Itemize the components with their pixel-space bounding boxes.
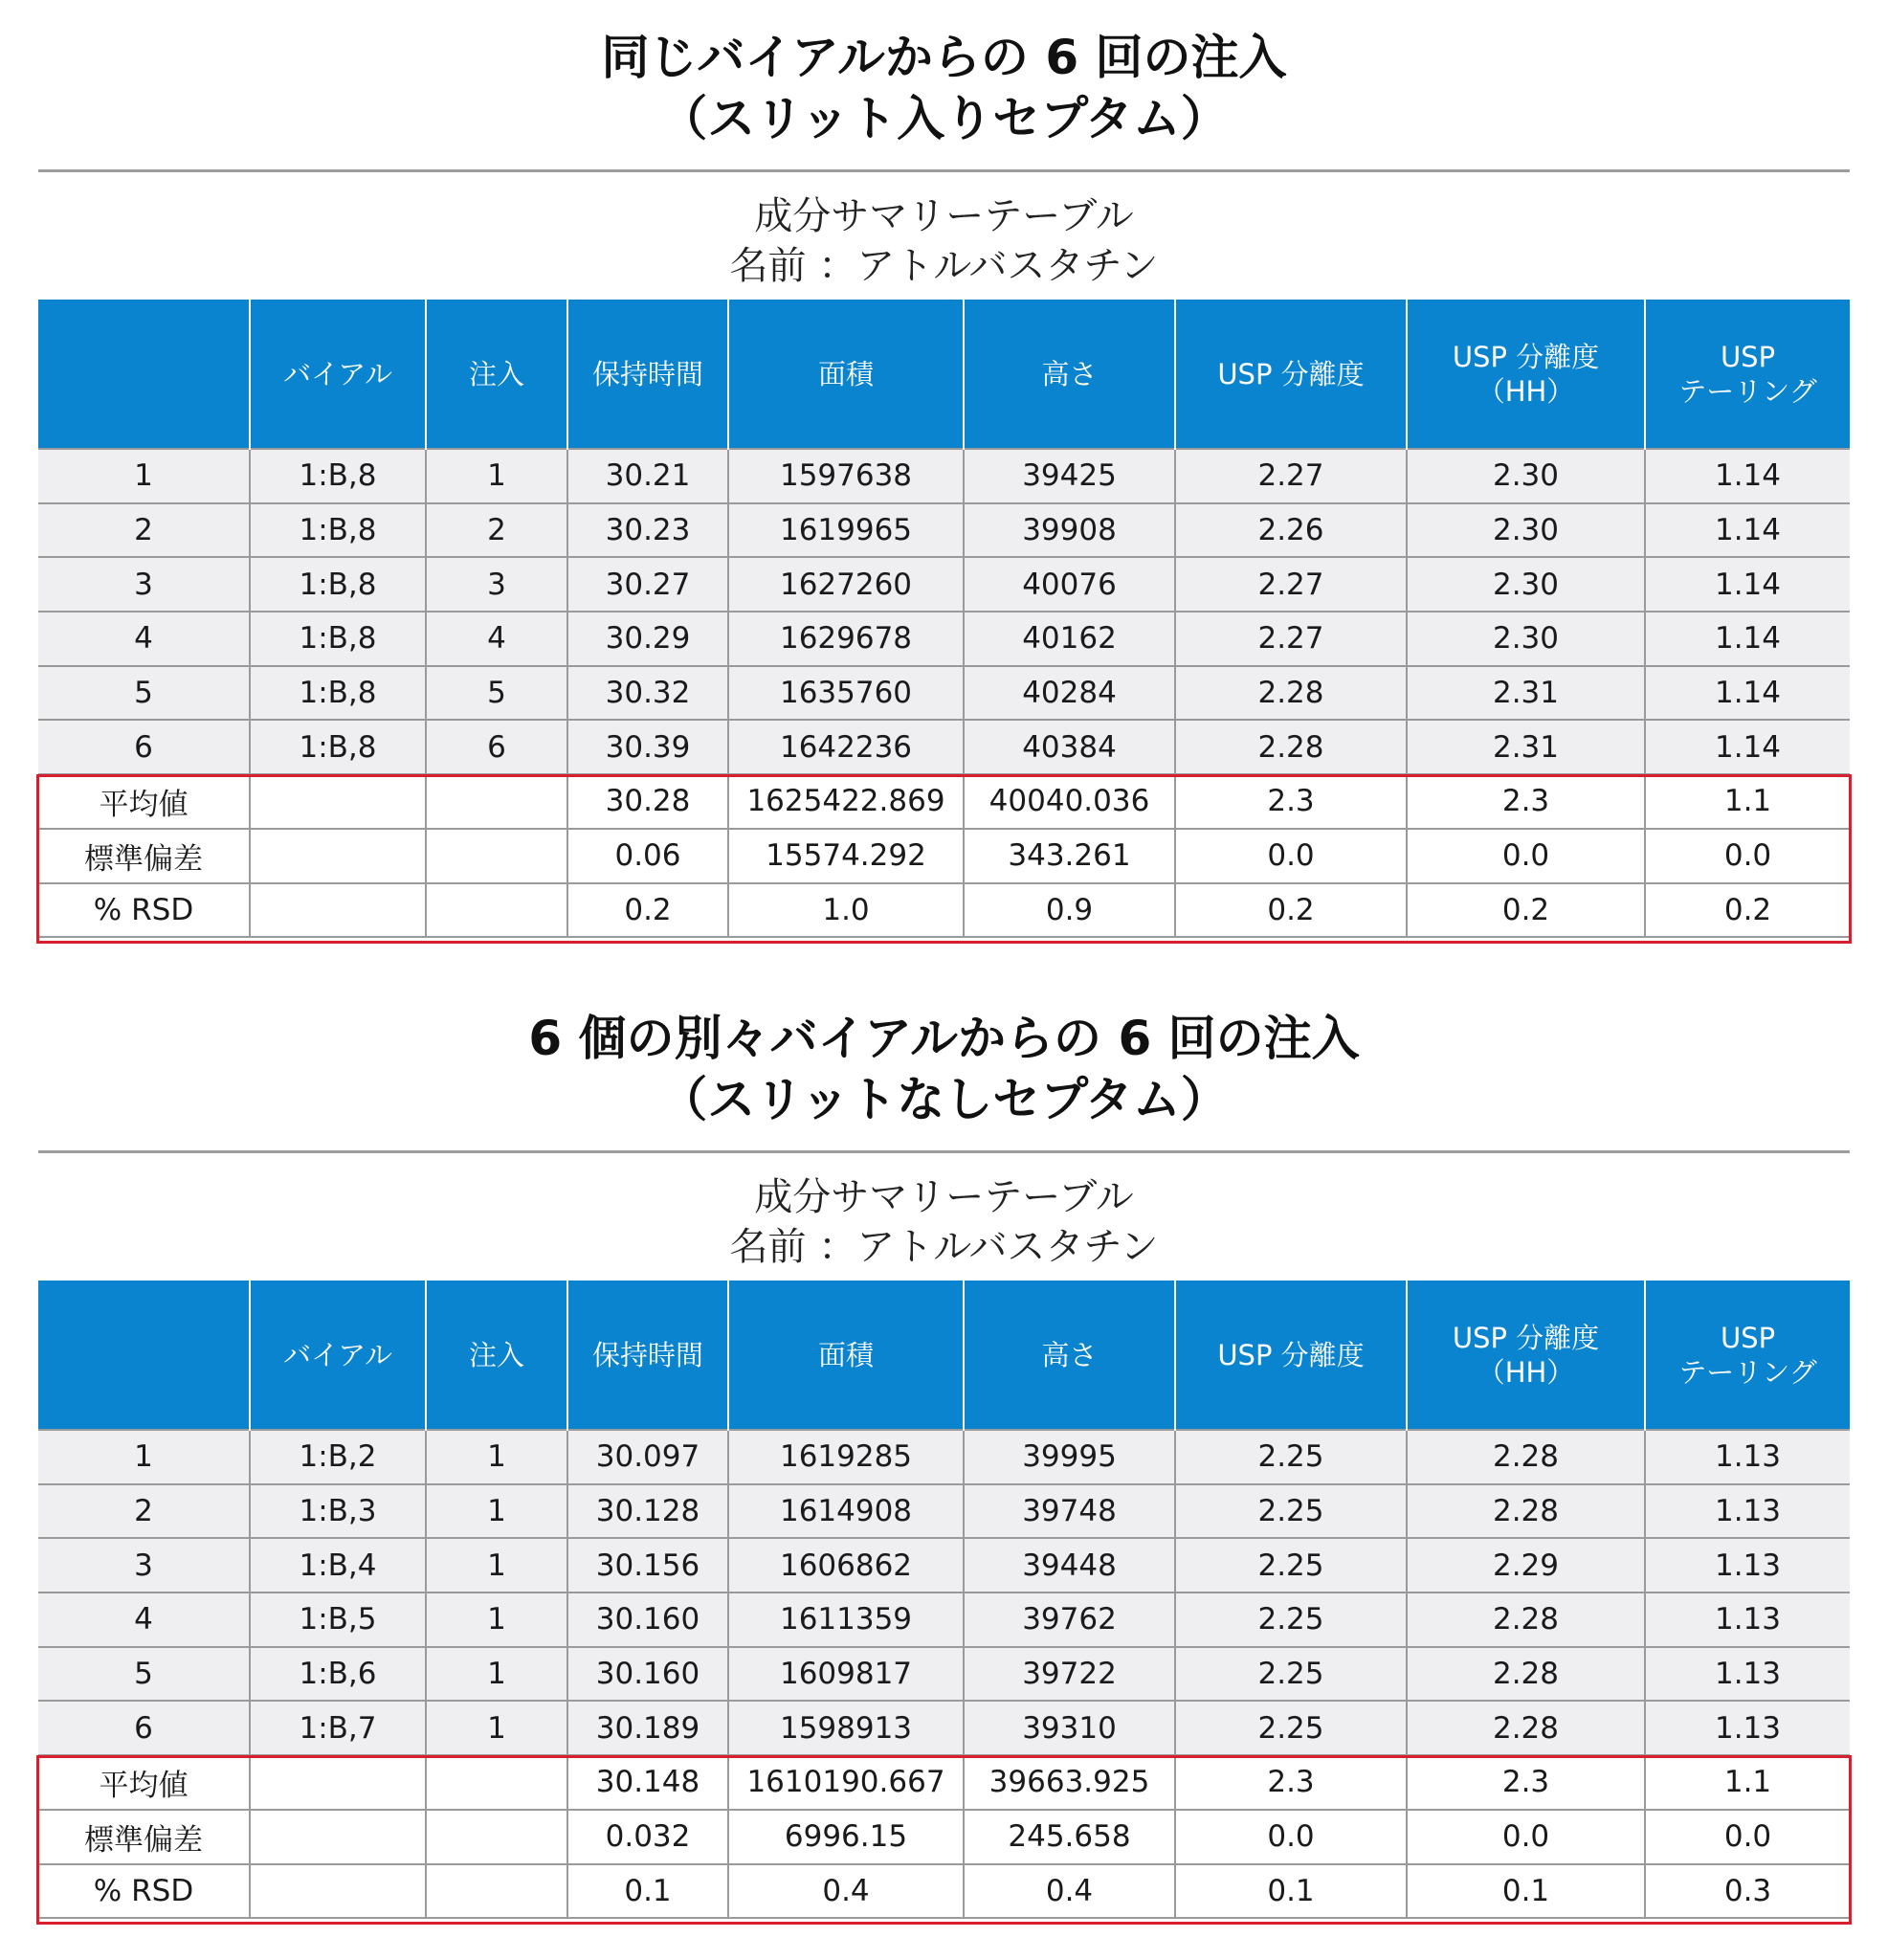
statistic-value: 0.1 bbox=[567, 1864, 728, 1919]
statistic-value bbox=[426, 1864, 567, 1919]
statistic-value: 0.1 bbox=[1175, 1864, 1407, 1919]
statistics-row bbox=[38, 1755, 1850, 1810]
statistic-value: 1.1 bbox=[1645, 1755, 1850, 1810]
table-cell: 1 bbox=[426, 1647, 567, 1702]
table-cell: 4 bbox=[426, 612, 567, 666]
table-cell: 2.30 bbox=[1407, 612, 1645, 666]
statistic-value: 0.0 bbox=[1645, 829, 1850, 883]
table-cell: 1.13 bbox=[1645, 1647, 1850, 1702]
table-cell: 1:B,4 bbox=[250, 1538, 426, 1592]
table-cell: 39448 bbox=[964, 1538, 1175, 1592]
table-cell: 2.27 bbox=[1175, 557, 1407, 612]
statistic-label: % RSD bbox=[38, 883, 250, 938]
table-row bbox=[38, 1538, 1850, 1592]
table-cell: 39722 bbox=[964, 1647, 1175, 1702]
table-cell: 2.28 bbox=[1175, 720, 1407, 774]
statistic-value: 0.0 bbox=[1175, 829, 1407, 883]
table-cell: 1:B,8 bbox=[250, 612, 426, 666]
table-cell: 4 bbox=[38, 612, 250, 666]
statistic-value: 0.1 bbox=[1407, 1864, 1645, 1919]
table-cell: 2 bbox=[38, 1484, 250, 1539]
table-cell: 2 bbox=[426, 503, 567, 558]
table-caption bbox=[0, 191, 1888, 291]
table-cell: 2.28 bbox=[1175, 666, 1407, 721]
table-cell: 1598913 bbox=[728, 1701, 964, 1755]
statistic-value: 1.1 bbox=[1645, 774, 1850, 829]
table-cell: 2.25 bbox=[1175, 1484, 1407, 1539]
table-cell: 30.23 bbox=[567, 503, 728, 558]
statistic-value: 1610190.667 bbox=[728, 1755, 964, 1810]
statistic-value: 0.2 bbox=[1645, 883, 1850, 938]
table-cell: 2.25 bbox=[1175, 1647, 1407, 1702]
statistic-value: 0.0 bbox=[1175, 1810, 1407, 1864]
column-header: 注入 bbox=[426, 1281, 567, 1430]
table-cell: 1:B,2 bbox=[250, 1430, 426, 1484]
table-row bbox=[38, 720, 1850, 774]
statistics-row bbox=[38, 1864, 1850, 1919]
table-cell: 40076 bbox=[964, 557, 1175, 612]
table-cell: 30.39 bbox=[567, 720, 728, 774]
table-cell: 1.13 bbox=[1645, 1484, 1850, 1539]
table-header-row bbox=[38, 1281, 1850, 1430]
column-header: 高さ bbox=[964, 300, 1175, 449]
table-cell: 2.30 bbox=[1407, 503, 1645, 558]
statistic-value: 30.148 bbox=[567, 1755, 728, 1810]
table-cell: 39310 bbox=[964, 1701, 1175, 1755]
table-cell: 39908 bbox=[964, 503, 1175, 558]
table-cell: 2.25 bbox=[1175, 1701, 1407, 1755]
statistics-row bbox=[38, 774, 1850, 829]
statistics-row bbox=[38, 1810, 1850, 1864]
statistic-value: 0.3 bbox=[1645, 1864, 1850, 1919]
column-header: 保持時間 bbox=[567, 300, 728, 449]
statistic-value: 0.4 bbox=[964, 1864, 1175, 1919]
table-row bbox=[38, 612, 1850, 666]
table-cell: 1.14 bbox=[1645, 449, 1850, 503]
table-cell: 40284 bbox=[964, 666, 1175, 721]
table-cell: 1642236 bbox=[728, 720, 964, 774]
statistics-row bbox=[38, 829, 1850, 883]
column-header: 高さ bbox=[964, 1281, 1175, 1430]
table-cell: 1.14 bbox=[1645, 666, 1850, 721]
table-cell: 39425 bbox=[964, 449, 1175, 503]
column-header: USP 分離度 bbox=[1175, 1281, 1407, 1430]
table-cell: 1.14 bbox=[1645, 503, 1850, 558]
section-divider bbox=[38, 1150, 1850, 1153]
table-row bbox=[38, 503, 1850, 558]
table-cell: 1614908 bbox=[728, 1484, 964, 1539]
table-caption-line2: 名前 ：アトルバスタチン bbox=[729, 244, 1159, 288]
statistic-value: 30.28 bbox=[567, 774, 728, 829]
table-cell: 1:B,8 bbox=[250, 503, 426, 558]
statistic-value: 2.3 bbox=[1175, 774, 1407, 829]
table-cell: 1 bbox=[38, 1430, 250, 1484]
table-cell: 1.13 bbox=[1645, 1701, 1850, 1755]
table-cell: 1 bbox=[426, 1592, 567, 1647]
statistic-value: 0.032 bbox=[567, 1810, 728, 1864]
section-divider bbox=[38, 169, 1850, 172]
table-cell: 2.28 bbox=[1407, 1701, 1645, 1755]
table-cell: 1 bbox=[426, 1538, 567, 1592]
statistic-value: 40040.036 bbox=[964, 774, 1175, 829]
table-cell: 1:B,8 bbox=[250, 666, 426, 721]
statistic-value bbox=[426, 883, 567, 938]
statistic-value bbox=[250, 1810, 426, 1864]
table-cell: 1:B,5 bbox=[250, 1592, 426, 1647]
column-header: USP 分離度 （HH） bbox=[1407, 1281, 1645, 1430]
table-cell: 2.27 bbox=[1175, 449, 1407, 503]
table-cell: 2.30 bbox=[1407, 557, 1645, 612]
statistic-value bbox=[250, 1864, 426, 1919]
statistic-value: 245.658 bbox=[964, 1810, 1175, 1864]
table-caption-line2: 名前 ：アトルバスタチン bbox=[729, 1225, 1159, 1269]
column-header bbox=[38, 300, 250, 449]
section-title bbox=[0, 27, 1888, 149]
table-cell: 1 bbox=[426, 1701, 567, 1755]
table-cell: 1 bbox=[426, 1430, 567, 1484]
table-cell: 1:B,8 bbox=[250, 557, 426, 612]
table-cell: 30.160 bbox=[567, 1592, 728, 1647]
table-cell: 1635760 bbox=[728, 666, 964, 721]
table-cell: 39748 bbox=[964, 1484, 1175, 1539]
table-cell: 1.13 bbox=[1645, 1592, 1850, 1647]
statistic-label: 平均値 bbox=[38, 774, 250, 829]
table-row bbox=[38, 666, 1850, 721]
table-cell: 30.097 bbox=[567, 1430, 728, 1484]
table-cell: 2.26 bbox=[1175, 503, 1407, 558]
table-row bbox=[38, 1430, 1850, 1484]
table-cell: 6 bbox=[426, 720, 567, 774]
statistics-row bbox=[38, 883, 1850, 938]
column-header: USP 分離度 （HH） bbox=[1407, 300, 1645, 449]
table-cell: 1629678 bbox=[728, 612, 964, 666]
section-title bbox=[0, 1008, 1888, 1130]
table-cell: 1.13 bbox=[1645, 1538, 1850, 1592]
table-cell: 1 bbox=[38, 449, 250, 503]
statistic-value bbox=[250, 829, 426, 883]
table-cell: 2 bbox=[38, 503, 250, 558]
table-cell: 6 bbox=[38, 1701, 250, 1755]
table-row bbox=[38, 1592, 1850, 1647]
table-caption-line1: 成分サマリーテーブル bbox=[754, 194, 1134, 238]
table-cell: 2.25 bbox=[1175, 1430, 1407, 1484]
statistic-value: 0.9 bbox=[964, 883, 1175, 938]
table-cell: 6 bbox=[38, 720, 250, 774]
statistic-value: 15574.292 bbox=[728, 829, 964, 883]
statistic-value: 6996.15 bbox=[728, 1810, 964, 1864]
statistic-value bbox=[426, 1755, 567, 1810]
statistic-value: 0.0 bbox=[1407, 1810, 1645, 1864]
table-cell: 40384 bbox=[964, 720, 1175, 774]
statistic-value: 2.3 bbox=[1175, 1755, 1407, 1810]
table-cell: 1611359 bbox=[728, 1592, 964, 1647]
table-caption bbox=[0, 1172, 1888, 1272]
statistic-label: 標準偏差 bbox=[38, 1810, 250, 1864]
statistic-value bbox=[426, 1810, 567, 1864]
section-title-line2: （スリットなしセプタム） bbox=[659, 1072, 1229, 1127]
table-caption-line1: 成分サマリーテーブル bbox=[754, 1175, 1134, 1219]
column-header: バイアル bbox=[250, 300, 426, 449]
table-cell: 30.156 bbox=[567, 1538, 728, 1592]
column-header: 注入 bbox=[426, 300, 567, 449]
table-cell: 1606862 bbox=[728, 1538, 964, 1592]
table-cell: 39762 bbox=[964, 1592, 1175, 1647]
table-cell: 2.27 bbox=[1175, 612, 1407, 666]
statistic-value: 0.0 bbox=[1407, 829, 1645, 883]
table-cell: 30.128 bbox=[567, 1484, 728, 1539]
statistic-value: 0.0 bbox=[1645, 1810, 1850, 1864]
table-cell: 2.31 bbox=[1407, 720, 1645, 774]
table-cell: 2.28 bbox=[1407, 1647, 1645, 1702]
table-cell: 30.29 bbox=[567, 612, 728, 666]
section-title-line2: （スリット入りセプタム） bbox=[659, 91, 1229, 146]
table-cell: 3 bbox=[426, 557, 567, 612]
statistic-label: 平均値 bbox=[38, 1755, 250, 1810]
table-cell: 1:B,8 bbox=[250, 449, 426, 503]
column-header: USP テーリング bbox=[1645, 300, 1850, 449]
statistic-value bbox=[426, 774, 567, 829]
table-cell: 3 bbox=[38, 1538, 250, 1592]
table-row bbox=[38, 449, 1850, 503]
statistic-value: 39663.925 bbox=[964, 1755, 1175, 1810]
table-cell: 1.13 bbox=[1645, 1430, 1850, 1484]
table-cell: 1619285 bbox=[728, 1430, 964, 1484]
table-cell: 2.31 bbox=[1407, 666, 1645, 721]
statistic-value: 0.2 bbox=[567, 883, 728, 938]
component-summary-table bbox=[38, 300, 1850, 938]
statistic-value bbox=[250, 1755, 426, 1810]
table-row bbox=[38, 557, 1850, 612]
table-cell: 1 bbox=[426, 1484, 567, 1539]
statistic-value: 0.06 bbox=[567, 829, 728, 883]
table-cell: 1:B,8 bbox=[250, 720, 426, 774]
table-cell: 4 bbox=[38, 1592, 250, 1647]
column-header: USP テーリング bbox=[1645, 1281, 1850, 1430]
table-row bbox=[38, 1647, 1850, 1702]
column-header: 面積 bbox=[728, 300, 964, 449]
table-cell: 1619965 bbox=[728, 503, 964, 558]
component-summary-table bbox=[38, 1281, 1850, 1919]
table-cell: 3 bbox=[38, 557, 250, 612]
statistic-value bbox=[250, 883, 426, 938]
statistic-value: 2.3 bbox=[1407, 1755, 1645, 1810]
statistic-value: 0.2 bbox=[1175, 883, 1407, 938]
table-cell: 30.160 bbox=[567, 1647, 728, 1702]
table-cell: 1:B,7 bbox=[250, 1701, 426, 1755]
table-cell: 1597638 bbox=[728, 449, 964, 503]
table-cell: 2.28 bbox=[1407, 1484, 1645, 1539]
statistic-value bbox=[250, 774, 426, 829]
table-cell: 1 bbox=[426, 449, 567, 503]
table-cell: 2.28 bbox=[1407, 1592, 1645, 1647]
table-cell: 1.14 bbox=[1645, 720, 1850, 774]
table-cell: 2.28 bbox=[1407, 1430, 1645, 1484]
table-cell: 2.29 bbox=[1407, 1538, 1645, 1592]
table-cell: 1.14 bbox=[1645, 612, 1850, 666]
column-header bbox=[38, 1281, 250, 1430]
statistic-value: 343.261 bbox=[964, 829, 1175, 883]
column-header: バイアル bbox=[250, 1281, 426, 1430]
table-cell: 30.27 bbox=[567, 557, 728, 612]
table-cell: 5 bbox=[38, 666, 250, 721]
column-header: 保持時間 bbox=[567, 1281, 728, 1430]
table-cell: 5 bbox=[426, 666, 567, 721]
table-cell: 1.14 bbox=[1645, 557, 1850, 612]
table-cell: 1627260 bbox=[728, 557, 964, 612]
statistic-value: 1.0 bbox=[728, 883, 964, 938]
statistic-label: 標準偏差 bbox=[38, 829, 250, 883]
table-cell: 30.189 bbox=[567, 1701, 728, 1755]
statistic-value bbox=[426, 829, 567, 883]
table-row bbox=[38, 1484, 1850, 1539]
table-cell: 2.25 bbox=[1175, 1538, 1407, 1592]
table-cell: 39995 bbox=[964, 1430, 1175, 1484]
table-cell: 1609817 bbox=[728, 1647, 964, 1702]
statistic-value: 2.3 bbox=[1407, 774, 1645, 829]
table-cell: 30.21 bbox=[567, 449, 728, 503]
column-header: 面積 bbox=[728, 1281, 964, 1430]
section-title-line1: 同じバイアルからの 6 回の注入 bbox=[601, 30, 1287, 85]
statistic-value: 0.4 bbox=[728, 1864, 964, 1919]
table-cell: 2.30 bbox=[1407, 449, 1645, 503]
table-cell: 40162 bbox=[964, 612, 1175, 666]
table-row bbox=[38, 1701, 1850, 1755]
statistic-label: % RSD bbox=[38, 1864, 250, 1919]
statistic-value: 0.2 bbox=[1407, 883, 1645, 938]
table-cell: 1:B,3 bbox=[250, 1484, 426, 1539]
table-cell: 5 bbox=[38, 1647, 250, 1702]
statistic-value: 1625422.869 bbox=[728, 774, 964, 829]
section-title-line1: 6 個の別々バイアルからの 6 回の注入 bbox=[528, 1011, 1360, 1066]
table-cell: 30.32 bbox=[567, 666, 728, 721]
table-header-row bbox=[38, 300, 1850, 449]
table-cell: 2.25 bbox=[1175, 1592, 1407, 1647]
table-cell: 1:B,6 bbox=[250, 1647, 426, 1702]
column-header: USP 分離度 bbox=[1175, 300, 1407, 449]
